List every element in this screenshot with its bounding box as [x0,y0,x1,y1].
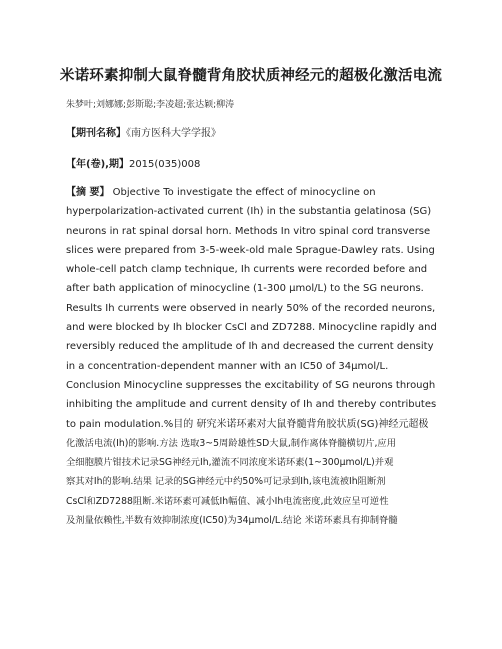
abstract-line: in a concentration-dependent manner with an IC50 of 34μmol/L. [66,360,389,372]
journal-value: 《南方医科大学学报》 [126,128,221,139]
journal-label: 【期刊名称】 [66,128,126,139]
abstract-block [66,183,437,530]
abstract-text: Objective To investigate the effect of minocycline on [112,187,376,198]
abstract-line: neurons in rat spinal dorsal horn. Methods In vitro spinal cord transverse [66,225,431,237]
abstract-line: and were blocked by Ih blocker CsCl and ZD7288. Minocycline rapidly and [66,322,437,334]
abstract-line: after bath application of minocycline (1-300 μmol/L) to the SG neurons. [66,283,424,295]
abstract-line: 及剂量依赖性,半数有效抑制浓度(IC50)为34μmol/L.结论 米诺环素具有抑制脊髓 [66,515,398,527]
abstract-line: Conclusion Minocycline suppresses the excitability of SG neurons through [66,379,436,391]
year-value: 2015(035)008 [128,159,201,170]
abstract-line: to pain modulation.%目的 研究米诺环素对大鼠脊髓背角胶状质(SG)神经元超极 [66,418,429,430]
abstract-line: whole-cell patch clamp technique, Ih currents were recorded before and [66,264,428,276]
abstract-label: 【摘 要】 [66,187,110,198]
abstract-line: slices were prepared from 3-5-week-old male Sprague-Dawley rats. Using [66,244,435,256]
year-volume-field [66,155,200,170]
abstract-line: hyperpolarization-activated current (Ih) in the substantia gelatinosa (SG) [66,206,432,218]
abstract-line: CsCl和ZD7288阻断.米诺环素可减低Ih幅值、减小Ih电流密度,此效应呈可逆性 [66,495,389,507]
abstract-line: Results Ih currents were observed in nearly 50% of the recorded neurons, [66,302,436,314]
author-list: 朱梦叶;刘娜娜;彭斯聪;李凌超;张达颖;柳涛 [66,100,235,110]
abstract-line: 化激活电流(Ih)的影响.方法 选取3~5周龄雄性SD大鼠,制作离体脊髓横切片,应用 [66,437,396,449]
abstract-line: reversibly reduced the amplitude of Ih and decreased the current density [66,341,434,353]
abstract-line: 察其对Ih的影响.结果 记录的SG神经元中约50%可记录到Ih,该电流被Ih阻断剂 [66,476,386,488]
document-title: 米诺环素抑制大鼠脊髓背角胶状质神经元的超极化激活电流 [59,68,443,84]
abstract-line: 全细胞膜片钳技术记录SG神经元Ih,灌流不同浓度米诺环素(1~300μmol/L)并观 [66,457,394,469]
abstract-line: inhibiting the amplitude and current density of Ih and thereby contributes [66,399,437,411]
journal-field [66,124,221,139]
abstract-line [66,183,434,202]
year-label: 【年(卷),期】 [66,159,129,170]
